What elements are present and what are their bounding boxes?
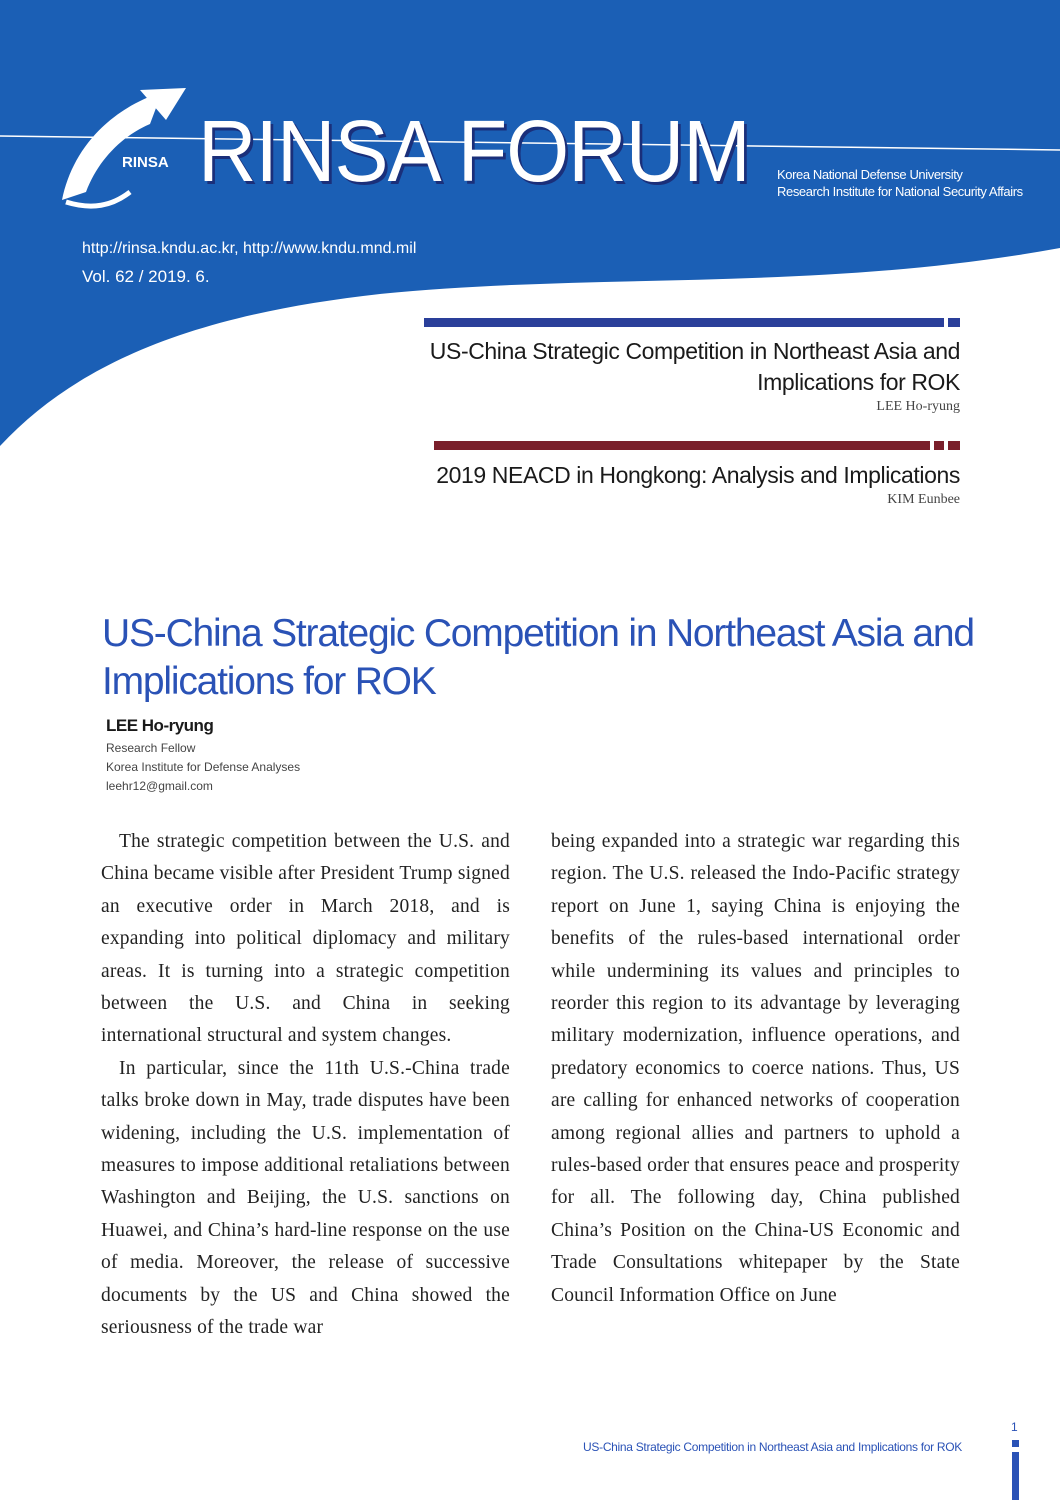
logo-mark-label: RINSA (122, 154, 169, 171)
toc-rule-2-square-b (948, 441, 960, 450)
toc-title-line-1: US-China Strategic Competition in Northeast Asia and (429, 338, 960, 364)
website-urls[interactable]: http://rinsa.kndu.ac.kr, http://www.kndu.mnd.mil (82, 240, 417, 257)
logo-wordmark: RINSA FORUM (198, 103, 750, 200)
organization-name (777, 166, 1023, 200)
volume-issue: Vol. 62 / 2019. 6. (82, 267, 210, 286)
org-line-2: Research Institute for National Security Affairs (777, 184, 1023, 199)
toc-rule-2 (434, 441, 930, 450)
toc-rule-2-square-a (934, 441, 944, 450)
body-paragraph: In particular, since the 11th U.S.-China trade talks broke down in May, trade disputes have been widening, including the U.S. implementation of measures to impose additional retaliations between Washington and Beijing, the U.S. sanctions on Huawei, and China’s hard-line response on the use of media. Moreover, the release of successive documents by the US and China showed the seriousness of the trade war (101, 1057, 510, 1339)
article-title-line-1: US-China Strategic Competition in Northeast Asia and (102, 612, 974, 655)
author-name: LEE Ho-ryung (106, 716, 214, 735)
header-links (82, 235, 416, 291)
page-marker-bar (1012, 1452, 1019, 1500)
page-marker-tick (1012, 1440, 1019, 1447)
toc-rule-1-square (948, 318, 960, 327)
toc-title-line-2: Implications for ROK (757, 369, 960, 395)
author-meta (106, 739, 300, 796)
body-column-left (101, 826, 510, 1345)
body-paragraph: The strategic competition between the U.S. and China became visible after President Trump signed an executive order in March 2018, and is expanding into political diplomacy and military areas. It is turning into a strategic competition between the U.S. and China in seeking international structural and system changes. (101, 831, 510, 1047)
body-column-right (551, 826, 960, 1312)
author-byline (106, 716, 300, 796)
toc-entry-1[interactable] (430, 336, 960, 416)
article-title-line-2: Implications for ROK (102, 660, 436, 703)
org-line-1: Korea National Defense University (777, 167, 963, 182)
article-title (102, 610, 982, 706)
author-affiliation: Korea Institute for Defense Analyses (106, 760, 301, 774)
toc-author: KIM Eunbee (887, 492, 960, 507)
toc-author: LEE Ho-ryung (876, 399, 960, 414)
toc-title-line-1: 2019 NEACD in Hongkong: Analysis and Implications (436, 462, 960, 488)
author-email[interactable]: leehr12@gmail.com (106, 779, 213, 793)
toc-rule-1 (424, 318, 944, 327)
author-position: Research Fellow (106, 741, 196, 755)
toc-entry-2[interactable] (436, 460, 960, 509)
page-number: 1 (1011, 1420, 1018, 1434)
running-footer-title: US-China Strategic Competition in Northeast Asia and Implications for ROK (583, 1440, 962, 1454)
body-paragraph-continued: being expanded into a strategic war regarding this region. The U.S. released the Indo-Pacific strategy report on June 1, saying China is enjoying the benefits of the rules-based international order while undermining its values and principles to reorder this region to its advantage by leveraging military modernization, influence operations, and predatory economics to coerce nations. Thus, US are calling for enhanced networks of cooperation among regional allies and partners to uphold a rules-based order that ensures peace and prosperity for all. The following day, China published China’s Position on the China-US Economic and Trade Consultations whitepaper by the State Council Information Office on June (551, 831, 960, 1306)
